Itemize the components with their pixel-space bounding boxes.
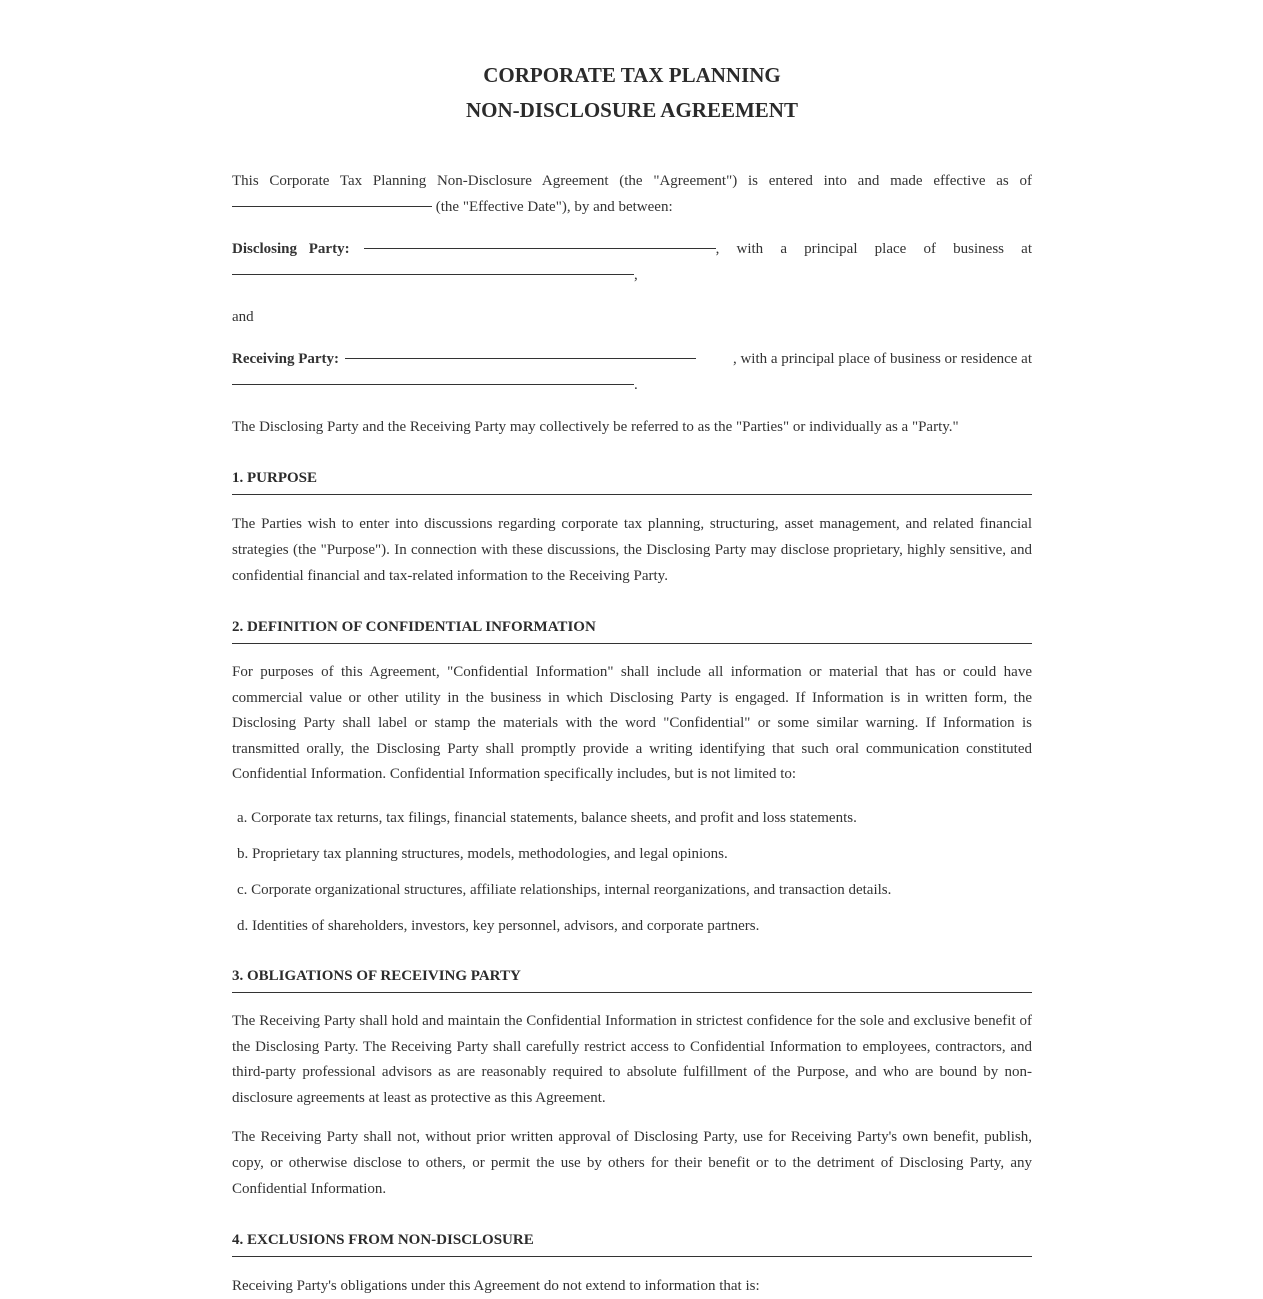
section-3-paragraph-1: The Receiving Party shall hold and maintain the Confidential Information in strictest confidence for the sole and exclusive benefit of the Disclosing Party. The Receiving Party shall carefully restrict access to Confidential Information to employees, contractors, and third-party professional advisors as are reasonably required to absolute fulfillment of the Purpose, and who are bound by non-disclosure agreements at least as protective as this Agreement. bbox=[232, 1012, 1032, 1106]
section-1-paragraph: The Parties wish to enter into discussions regarding corporate tax planning, structuring, asset management, and related financial strategies (the "Purpose"). In connection with these discussions, the Disclosing Party may disclose proprietary, highly sensitive, and confidential financial and tax-related information to the Receiving Party. bbox=[232, 516, 1032, 584]
intro-text: This Corporate Tax Planning Non-Disclosure Agreement (the "Agreement") is entered into and made effective as of bbox=[232, 173, 1032, 189]
receiving-party-name-blank[interactable] bbox=[345, 357, 696, 359]
document-title-line-1: CORPORATE TAX PLANNING bbox=[483, 63, 781, 87]
section-4-paragraph: Receiving Party's obligations under this Agreement do not extend to information that is: bbox=[232, 1278, 760, 1295]
receiving-party-address-line bbox=[232, 372, 1032, 398]
section-2-paragraph: For purposes of this Agreement, "Confidential Information" shall include all information or material that has or could have commercial value or other utility in the business in which Disclosing Party is engaged. If Information is in written form, the Disclosing Party shall label or stamp the materials with the word "Confidential" or some similar warning. If Information is transmitted orally, the Disclosing Party shall promptly provide a writing identifying that such oral communication constituted Confidential Information. Confidential Information specifically includes, but is not limited to: bbox=[232, 664, 1032, 783]
intro-suffix: (the "Effective Date"), by and between: bbox=[435, 199, 673, 215]
section-4-heading: 4. EXCLUSIONS FROM NON-DISCLOSURE bbox=[232, 1230, 1032, 1257]
disclosing-party-name-blank[interactable] bbox=[364, 247, 716, 249]
disclosing-party-suffix: , with a principal place of business at bbox=[715, 241, 1032, 257]
effective-date-blank[interactable] bbox=[232, 205, 432, 207]
receiving-party-address-blank[interactable] bbox=[232, 383, 634, 385]
section-3-paragraph-2: The Receiving Party shall not, without prior written approval of Disclosing Party, use for Receiving Party's own benefit, publish, copy, or otherwise disclose to others, or permit the use by others for their benefit or to the detriment of Disclosing Party, any Confidential Information. bbox=[232, 1129, 1032, 1197]
receiving-party-label: Receiving Party: bbox=[232, 351, 340, 367]
disclosing-party-line bbox=[232, 236, 1032, 262]
agreement-document bbox=[232, 0, 1032, 1299]
list-item: d. Identities of shareholders, investors, key personnel, advisors, and corporate partners. bbox=[237, 917, 760, 934]
disclosing-party-end: , bbox=[634, 267, 638, 283]
section-3-heading: 3. OBLIGATIONS OF RECEIVING PARTY bbox=[232, 966, 1032, 993]
list-item: c. Corporate organizational structures, affiliate relationships, internal reorganizations, and transaction details. bbox=[237, 881, 892, 898]
disclosing-party-address-line bbox=[232, 262, 1032, 288]
receiving-party-suffix: , with a principal place of business or residence at bbox=[732, 351, 1032, 367]
list-item: a. Corporate tax returns, tax filings, financial statements, balance sheets, and profit and loss statements. bbox=[237, 809, 857, 826]
intro-paragraph bbox=[232, 168, 1032, 220]
receiving-party-line bbox=[232, 346, 1032, 372]
document-title-line-2: NON-DISCLOSURE AGREEMENT bbox=[466, 98, 798, 122]
section-1-heading: 1. PURPOSE bbox=[232, 468, 1032, 495]
parties-paragraph: The Disclosing Party and the Receiving Party may collectively be referred to as the "Parties" or individually as a "Party." bbox=[232, 419, 959, 435]
section-2-heading: 2. DEFINITION OF CONFIDENTIAL INFORMATION bbox=[232, 617, 1032, 644]
and-text: and bbox=[232, 309, 254, 325]
list-item: b. Proprietary tax planning structures, models, methodologies, and legal opinions. bbox=[237, 845, 728, 862]
disclosing-party-address-blank[interactable] bbox=[232, 273, 634, 275]
receiving-party-end: . bbox=[634, 377, 638, 393]
disclosing-party-label: Disclosing Party: bbox=[232, 241, 350, 257]
